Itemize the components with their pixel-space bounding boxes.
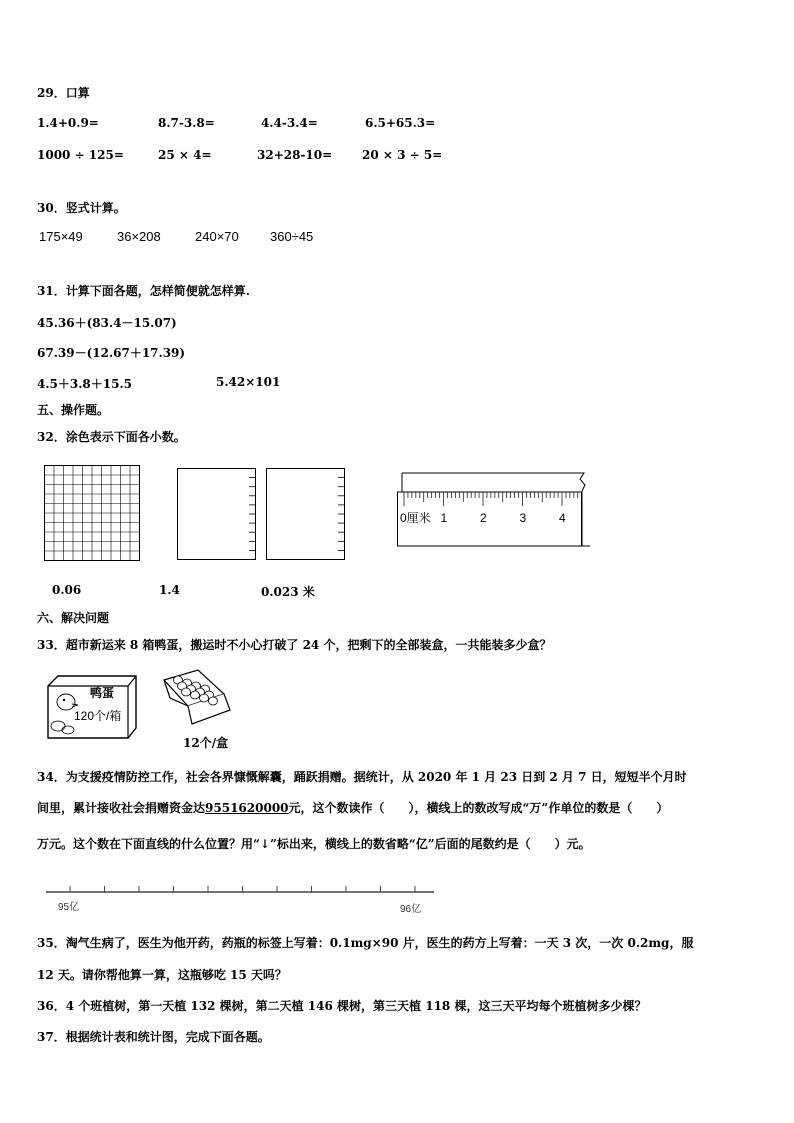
- q30-title: 30．竖式计算。: [37, 201, 126, 215]
- ruler: [396, 470, 592, 548]
- q32-label: 0.023 米: [261, 585, 315, 599]
- q34-line: 万元。这个数在下面直线的什么位置？用“↓”标出来，横线上的数省略“亿”后面的尾数约是（ ）元。: [37, 837, 591, 851]
- ruler-label: 0厘米: [400, 511, 431, 525]
- q31-expression: 67.39－(12.67＋17.39): [37, 346, 186, 360]
- egg: [191, 691, 200, 699]
- q34-line: [37, 800, 668, 817]
- axis-start-label: 95亿: [58, 902, 80, 913]
- q30-item: 36×208: [117, 229, 161, 244]
- q31-expression: 45.36＋(83.4－15.07): [37, 316, 177, 330]
- q29-item: 6.5+65.3=: [365, 116, 436, 130]
- q29-item: 8.7-3.8=: [158, 116, 215, 130]
- q30-item: 360÷45: [270, 229, 314, 244]
- q31-expression: 4.5＋3.8＋15.5: [37, 377, 132, 391]
- egg: [182, 688, 191, 696]
- q32-title: 32．涂色表示下面各小数。: [37, 430, 186, 444]
- egg: [209, 697, 218, 705]
- axis-end-label: 96亿: [400, 904, 422, 915]
- q29-item: 4.4-3.4=: [261, 116, 318, 130]
- q29-item: 1000 ÷ 125=: [37, 148, 124, 162]
- q37-text: 37．根据统计表和统计图，完成下面各题。: [37, 1030, 270, 1044]
- q35-line: 12 天。请你帮他算一算，这瓶够吃 15 天吗？: [37, 968, 287, 982]
- q32-label: 1.4: [159, 583, 180, 597]
- ruler-label: 2: [480, 511, 487, 525]
- q30-item: 240×70: [195, 229, 239, 244]
- q31-expression: 5.42×101: [216, 375, 281, 389]
- egg-box-illustration: [158, 668, 246, 728]
- q31-title: 31．计算下面各题，怎样简便就怎样算.: [37, 284, 250, 298]
- crate-count: 120个/箱: [74, 709, 122, 723]
- donation-number: 9551620000: [205, 801, 289, 815]
- crate-label: 鸭蛋: [90, 686, 115, 700]
- q29-item: 25 × 4=: [158, 148, 212, 162]
- q29-title: 29．口算: [37, 86, 90, 100]
- ruler-label: 3: [519, 511, 527, 525]
- section-heading: 五、操作题。: [37, 403, 110, 417]
- q34-text: 间里，累计接收社会捐赠资金达: [37, 801, 206, 815]
- section-heading: 六、解决问题: [37, 611, 110, 625]
- unit-square-left: [177, 468, 259, 560]
- q34-text: 元，这个数读作（ ），横线上的数改写成“万”作单位的数是（ ）: [288, 801, 669, 815]
- ruler-label: 4: [559, 511, 566, 525]
- box-count: 12个/盒: [183, 736, 229, 750]
- q32-label: 0.06: [52, 583, 82, 597]
- q33-title: 33．超市新运来 8 箱鸭蛋，搬运时不小心打破了 24 个，把剩下的全部装盒，一共能装多少盒？: [37, 638, 552, 652]
- number-line: [44, 872, 444, 918]
- q29-item: 1.4+0.9=: [37, 116, 99, 130]
- egg-crate-illustration: [44, 672, 140, 742]
- q30-item: 175×49: [39, 229, 83, 244]
- egg: [200, 694, 209, 702]
- unit-square-right: [266, 468, 348, 560]
- ruler-label: 1: [440, 511, 448, 525]
- q29-item: 32+28-10=: [257, 148, 333, 162]
- q34-line: 34．为支援疫情防控工作，社会各界慷慨解囊，踊跃捐赠。据统计，从 2020 年 1 月 23 日到 2 月 7 日，短短半个月时: [37, 770, 687, 784]
- q29-item: 20 × 3 ÷ 5=: [362, 148, 443, 162]
- q36-text: 36．4 个班植树，第一天植 132 棵树，第二天植 146 棵树，第三天植 118 棵，这三天平均每个班植树多少棵？: [37, 999, 647, 1013]
- hundred-grid: [44, 465, 140, 561]
- q35-line: 35．淘气生病了，医生为他开药，药瓶的标签上写着：0.1mg×90 片，医生的药方上写着：一天 3 次，一次 0.2mg，服: [37, 936, 694, 950]
